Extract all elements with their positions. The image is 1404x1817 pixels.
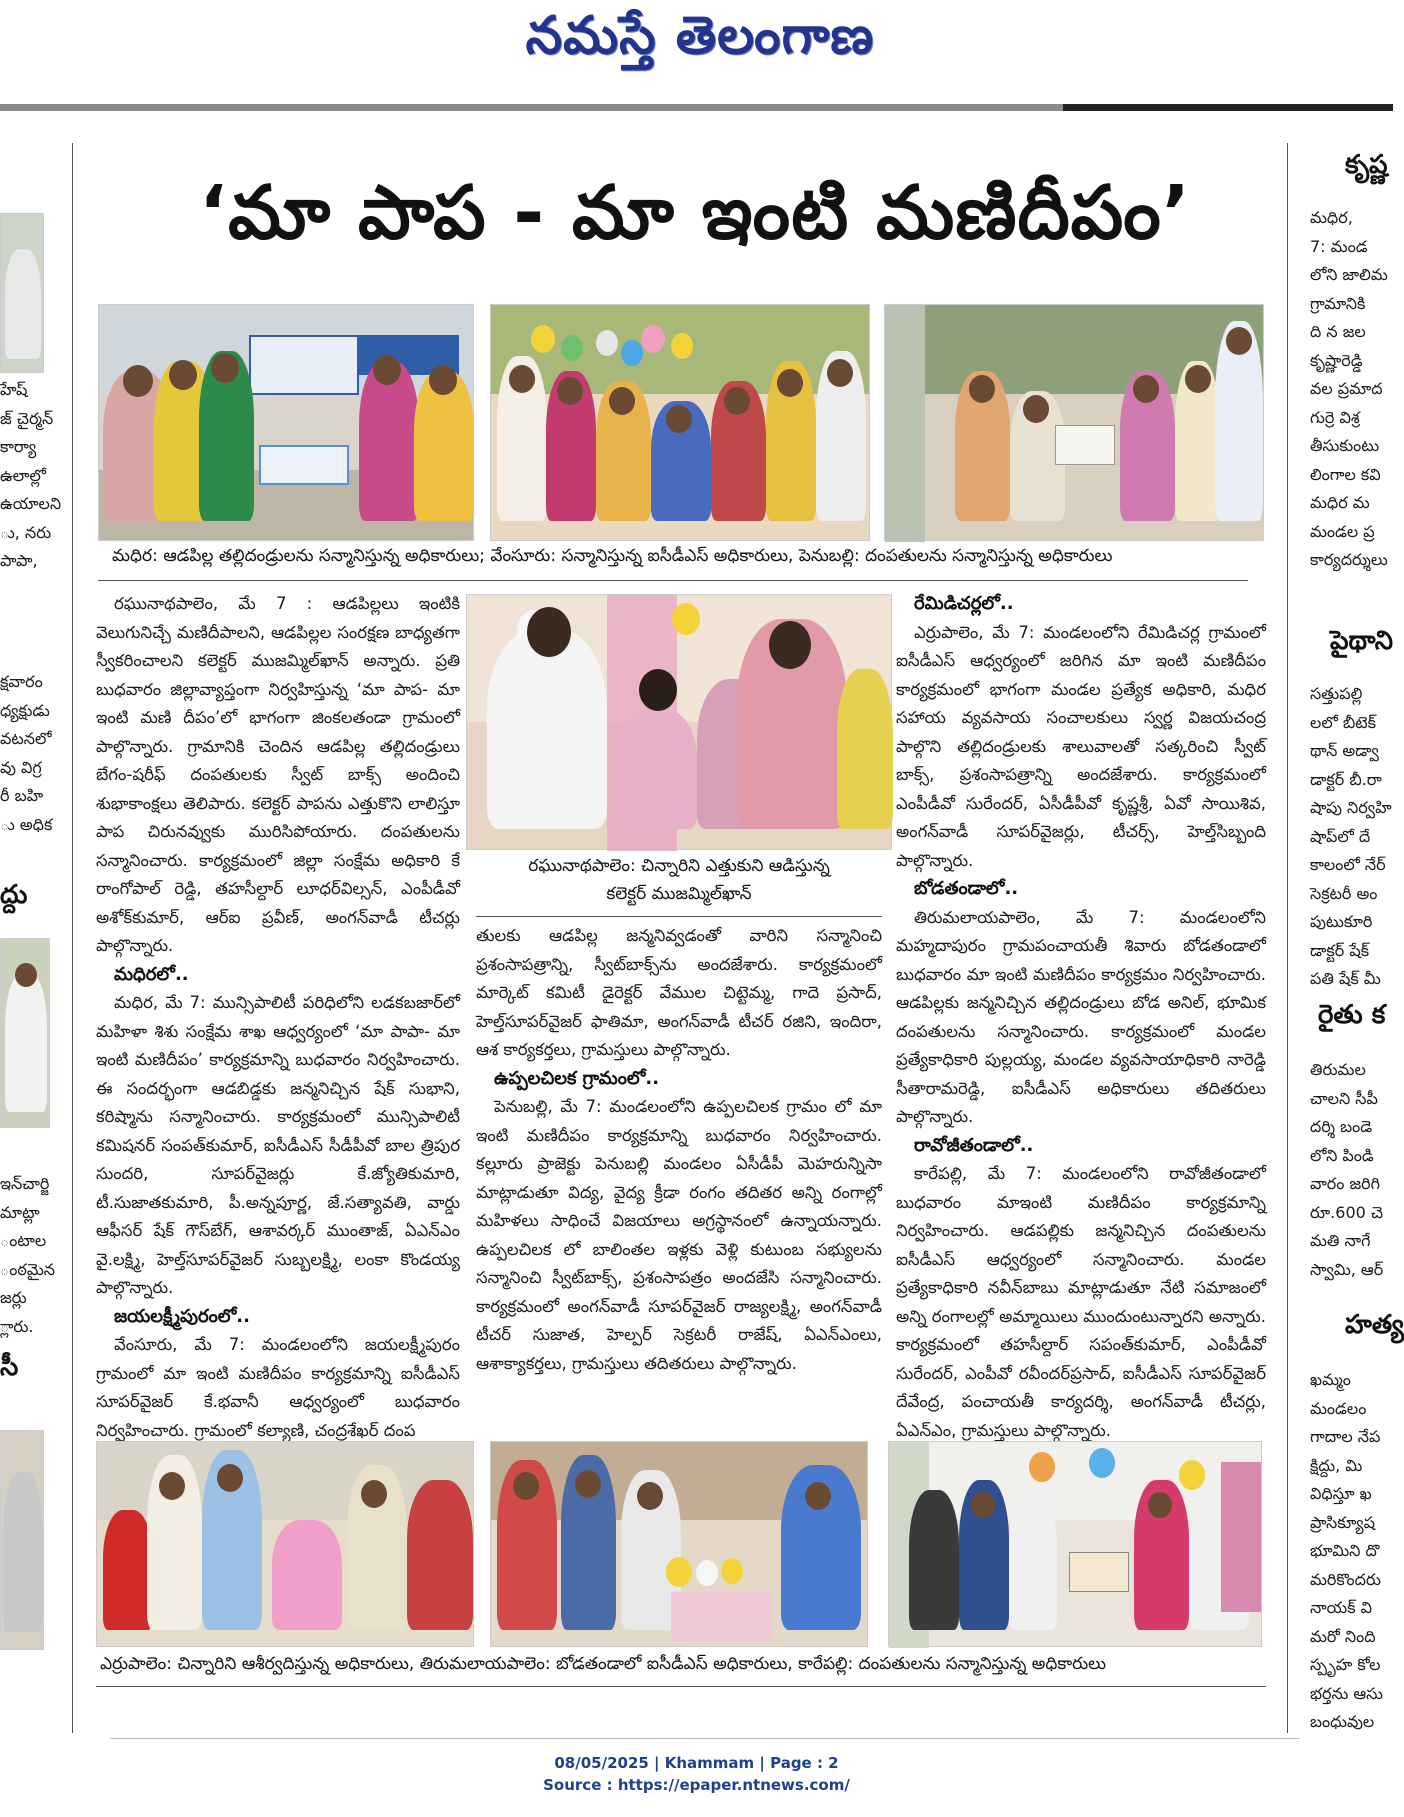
newspaper-logo: నమస్తే తెలంగాణ	[525, 6, 875, 66]
right-edge-heading-2: పైథాని	[1330, 626, 1393, 656]
paragraph-raghunathapalem: రఘునాథపాలెం, మే 7 : ఆడపిల్లలు ఇంటికి వెలుగునిచ్చే మణిదీపాలని, ఆడపిల్లల సంరక్షణ బాధ్యతగా స్వీకరించాలని కలెక్టర్ ముజమ్మిల్‌ఖాన్ అన్నారు. ప్రతి బుధవారం జిల్లావ్యాప్తంగా నిర్వహిస్తున్న ‘మా పాప- మా ఇంటి మణి దీపం’లో భాగంగా జింకలతండా గ్రామంలో పాల్గొన్నారు. గ్రామానికి చెందిన ఆడపిల్ల తల్లిదండ్రులు బేగం-షరీఫ్ దంపతులకు స్వీట్ బాక్స్ అందించి శుభాకాంక్షలు తెలిపారు. కలెక్టర్ పాపను ఎత్తుకొని లాలిస్తూ పాప చిరునవ్వుకు మురిసిపోయారు. దంపతులను సన్మానించారు. కార్యక్రమంలో జిల్లా సంక్షేమ అధికారి కే రాంగోపాల్ రెడ్డి, తహసీల్దార్ లూధర్‌విల్సన్, ఎంపీడీవో అశోక్‌కుమార్, ఆర్‌ఐ ప్రవీణ్, అంగన్‌వాడీ టీచర్లు పాల్గొన్నారు.	[96, 594, 460, 955]
paragraph-uppalachilaka: పెనుబల్లి, మే 7: మండలంలోని ఉప్పలచిలక గ్రామం లో మా ఇంటి మణిదీపం కార్యక్రమాన్ని బుధవారం నిర్వహించారు. కల్లూరు ప్రాజెక్టు పెనుబల్లి మండలం ఏసీడీపీ మెహరున్నిసా మాట్లాడుతూ విద్య, వైద్య క్రీడా రంగం తదితర అన్ని రంగాల్లో మహిళలు సాధించే విజయాలు అగ్రస్థానంలో ఉన్నాయన్నారు. ఉప్పలచిలక లో బాలింతల ఇళ్లకు వెళ్లి కుటుంబ సభ్యులను సన్మానించి స్వీట్‌బాక్స్, ప్రశంసాపత్రం అందజేసి సన్మానించారు. కార్యక్రమంలో అంగన్‌వాడీ సూపర్‌వైజర్ రాజ్యలక్ష్మి, అంగన్‌వాడీ టీచర్ సుజాత, హెల్పర్ సెక్రటరీ రాజేష్, ఏఎన్ఎంలు, ఆశాక్యాకర్తలు, గ్రామస్తులు తదితరులు పాల్గొన్నారు.	[476, 1097, 882, 1373]
photo-collector	[466, 594, 892, 850]
left-edge-text-low: ఇన్‌చార్జి మాట్లా ంటాల ంఠమైన జర్లు ్లారు.	[0, 1174, 56, 1336]
left-edge-heading-2: సీ	[0, 1352, 19, 1382]
photo-left-edge-mid	[0, 938, 50, 1128]
article-column-middle	[476, 922, 882, 1436]
column-divider-right	[1287, 143, 1288, 1733]
caption-rule-bottom	[96, 1686, 1266, 1687]
subhead-bodatanda: బోడతండాలో..	[914, 878, 1019, 899]
edition-info: 08/05/2025 | Khammam | Page : 2	[554, 1754, 839, 1772]
photo-left-edge-bottom	[0, 1430, 44, 1650]
right-edge-heading-1: కృష్ణ	[1345, 150, 1388, 180]
source-link[interactable]: Source : https://epaper.ntnews.com/	[543, 1776, 850, 1794]
right-edge-text-3: తిరుమల చాలని సీపీ దర్శి బండె లోని పిండి వారం జరిగి రూ.600 చె మతి నాగే స్వామి, ఆర్	[1310, 1060, 1384, 1279]
article-column-left	[96, 590, 460, 1450]
caption-rule-top	[98, 580, 1248, 581]
right-edge-heading-3: రైతు క	[1318, 1000, 1386, 1030]
photo-left-edge-top	[0, 213, 44, 373]
right-edge-text-2: సత్తుపల్లి లలో బీటెక్ థాన్ అడ్వా డాక్టర్ బీ.రా షాపు నిర్వహి షాప్‌లో దే కాలంలో నేర్ సెక్రటరీ అం పుటుకూరి డాక్టర్ షేక్ పతి షేక్ మీ	[1310, 684, 1392, 988]
photo-vemsoor	[490, 304, 870, 541]
subhead-ravojitanda: రావోజీతండాలో..	[914, 1134, 1034, 1156]
bottom-photo-caption: ఎర్రుపాలెం: చిన్నారిని ఆశీర్వదిస్తున్న అధికారులు, తిరుమలాయపాలెం: బోడతండాలో ఐసీడీఎస్ అధికారులు, కారేపల్లి: దంపతులను సన్మానిస్తున్న అధికారులు	[100, 1654, 1107, 1674]
paragraph-remidicherla: ఎర్రుపాలెం, మే 7: మండలంలోని రేమిడిచర్ల గ్రామంలో ఐసీడీఎస్ ఆధ్వర్యంలో జరిగిన మా ఇంటి మణిదీపం కార్యక్రమంలో భాగంగా మండల ప్రత్యేక అధికారి, మధిర సహాయ వ్యవసాయ సంచాలకులు స్వర్ణ విజయచంద్ర పాల్గొని తల్లిదండ్రులకు శాలువాలతో సత్కరించి స్వీట్ బాక్స్, ప్రశంసాపత్రాన్ని అందజేశారు. కార్యక్రమంలో ఎంపీడీవో సురేందర్, ఏసీడీపీవో కృష్ణశ్రీ, ఏవో సాయిశివ, అంగన్‌వాడీ సూపర్‌వైజర్లు, టీచర్స్, హెల్త్‌సిబ్బంది పాల్గొన్నారు.	[896, 622, 1266, 870]
subhead-jayalakshmipuram: జయలక్ష్మీపురంలో..	[114, 1305, 250, 1327]
center-photo-caption-line1: రఘునాథపాలెం: చిన్నారిని ఎత్తుకుని ఆడిస్తున్న	[528, 856, 830, 876]
left-edge-text-top: హేష్ జ్ చైర్మన్ కార్యా ఉలాల్లో ఉయాలని ు, నరు పాపా,	[0, 380, 62, 570]
paragraph-vemsoor-cont: తులకు ఆడపిల్ల జన్మనివ్వడంతో వారిని సన్మానించి ప్రశంసాపత్రాన్ని, స్వీట్‌బాక్స్‌ను అందజేశారు. కార్యక్రమంలో మార్కెట్ కమిటీ డైరెక్టర్ వేముల చిట్టెమ్మ, గాదె ప్రసాద్, హెల్త్‌సూపర్‌వైజర్ ఫాతిమా, అంగన్‌వాడీ టీచర్ రజిని, ఇందిరా, ఆశ కార్యకర్తలు, గ్రామస్తులు పాల్గొన్నారు.	[476, 926, 882, 1059]
right-edge-heading-4: హత్య	[1345, 1310, 1404, 1340]
photo-errupalem	[96, 1441, 474, 1647]
photo-penuballi	[884, 304, 1264, 541]
top-photo-caption: మధిర: ఆడపిల్ల తల్లిదండ్రులను సన్మానిస్తున్న అధికారులు; వేంసూరు: సన్మానిస్తున్న ఐసీడీఎస్ అధికారులు, పెనుబల్లి: దంపతులను సన్మానిస్తున్న అధికారులు	[112, 546, 1113, 566]
caption-rule-center	[476, 916, 882, 917]
left-edge-heading-1: ద్దు	[0, 880, 28, 910]
right-edge-text-4: ఖమ్మం మండలం గాదాల నేప క్షిద్దు, మి విధిస్తూ ఖ ప్రాసిక్యూష భూమిని దొ మరికొందరు నాయక్ వి మరో నింది స్పృహ కోల భర్తను ఆసు బంధువుల	[1310, 1370, 1383, 1731]
photo-madhira	[98, 304, 474, 541]
photo-thirumalayapalem	[490, 1441, 868, 1647]
page-footer	[0, 1752, 1393, 1796]
column-divider-left	[72, 143, 73, 1733]
paragraph-bodatanda: తిరుమలాయపాలెం, మే 7: మండలంలోని మహ్మదాపురం గ్రామపంచాయతీ శివారు బోడతండాలో బుధవారం మా ఇంటి మణిదీపం కార్యక్రమం నిర్వహించారు. ఆడపిల్లకు జన్మనిచ్చిన తల్లిదండ్రులు బోడ అనిల్, భూమిక దంపతులను సన్మానించారు. కార్యక్రమంలో మండల ప్రత్యేకాధికారి పుల్లయ్య, మండల వ్యవసాయాధికారి నారెడ్డి సీతారామరెడ్డి, ఐసీడీఎస్ అధికారులు తదితరులు పాల్గొన్నారు.	[896, 907, 1266, 1126]
footer-rule	[110, 1738, 1300, 1739]
subhead-uppalachilaka: ఉప్పలచిలక గ్రామంలో..	[494, 1067, 660, 1089]
photo-karepalli	[888, 1441, 1262, 1647]
center-photo-caption-line2: కలెక్టర్ ముజమ్మిల్‌ఖాన్	[606, 884, 752, 904]
paragraph-madhira: మధిర, మే 7: మున్సిపాలిటీ పరిధిలోని లడకబజార్‌లో మహిళా శిశు సంక్షేమ శాఖ ఆధ్వర్యంలో ‘మా పాపా- మా ఇంటి మణిదీపం’ కార్యక్రమాన్ని బుధవారం నిర్వహించారు. ఈ సందర్భంగా ఆడబిడ్డకు జన్మనిచ్చిన షేక్ సుభాని, కరిష్మాను సన్మానించారు. కార్యక్రమంలో మున్సిపాలిటీ కమిషనర్ సంపత్‌కుమార్, ఐసీడీఎస్ సీడీపీవో బాల త్రిపుర సుందరి, సూపర్‌వైజర్లు కే.జ్యోతికుమారి, టీ.సుజాతకుమారి, పీ.అన్నపూర్ణ, జే.సత్యావతి, వార్డు ఆఫీసర్ షేక్ గౌస్‌బేగ్, ఆశావర్కర్ ముంతాజ్, ఏఎన్ఎం వై.లక్ష్మి, హెల్త్‌సూపర్‌వైజర్ సుబ్బలక్ష్మి, లంకా కొండయ్య పాల్గొన్నారు.	[96, 993, 460, 1297]
article-headline: ‘మా పాప - మా ఇంటి మణిదీపం’	[199, 170, 1191, 256]
article-column-right	[896, 590, 1266, 1440]
masthead	[0, 0, 1393, 100]
left-edge-text-mid: క్షవారం ధ్యక్షుడు వటనలో వు విగ్ర రీ బహి ు అధిక	[0, 672, 53, 834]
subhead-remidicherla: రేమిడిచర్లలో..	[914, 593, 1014, 614]
paragraph-ravojitanda: కారేపల్లి, మే 7: మండలంలోని రావోజీతండాలో బుధవారం మాఇంటి మణిదీపం కార్యక్రమాన్ని నిర్వహించారు. ఆడపల్లికు జన్మనిచ్చిన దంపతులను ఐసీడీఎస్ ఆధ్వర్యంలో సన్మానించారు. మండల ప్రత్యేకాధికారి నవీన్‌బాబు మాట్లాడుతూ నేటి సమాజంలో అన్ని రంగాలల్లో అమ్మాయిలు ముందుంటున్నారని అన్నారు. కార్యక్రమంలో తహసీల్దార్ సపంత్‌కుమార్, ఎంపీడీవో సురేందర్, ఎంపీవో రవీందర్‌ప్రసాద్, ఐసీడీఎస్ సూపర్‌వైజర్ దేవేంద్ర, పంచాయతీ కార్యదర్శి, అంగన్‌వాడీ టీచర్లు, ఏఎన్ఎం, గ్రామస్తులు పాల్గొన్నారు.	[896, 1164, 1266, 1440]
right-edge-text-1: మధిర, 7: మండ లోని జాలిమ గ్రామానికి ది న జల కృష్ణారెడ్డి వల ప్రమాద గుర్రె విశ్ర తీసుకుంటు లింగాల కవి మధిర మ మండల ప్ర కార్యదర్శులు	[1310, 208, 1388, 569]
paragraph-jayalakshmipuram: వేంసూరు, మే 7: మండలంలోని జయలక్ష్మీపురం గ్రామంలో మా ఇంటి మణిదీపం కార్యక్రమాన్ని ఐసీడీఎస్ సూపర్‌వైజర్ కే.భవానీ ఆధ్వర్యంలో బుధవారం నిర్వహించారు. గ్రామంలో కల్యాణి, చంద్రశేఖర్ దంప	[96, 1335, 460, 1440]
masthead-rule-dark	[1063, 104, 1393, 111]
subhead-madhira: మధిరలో..	[114, 963, 189, 985]
